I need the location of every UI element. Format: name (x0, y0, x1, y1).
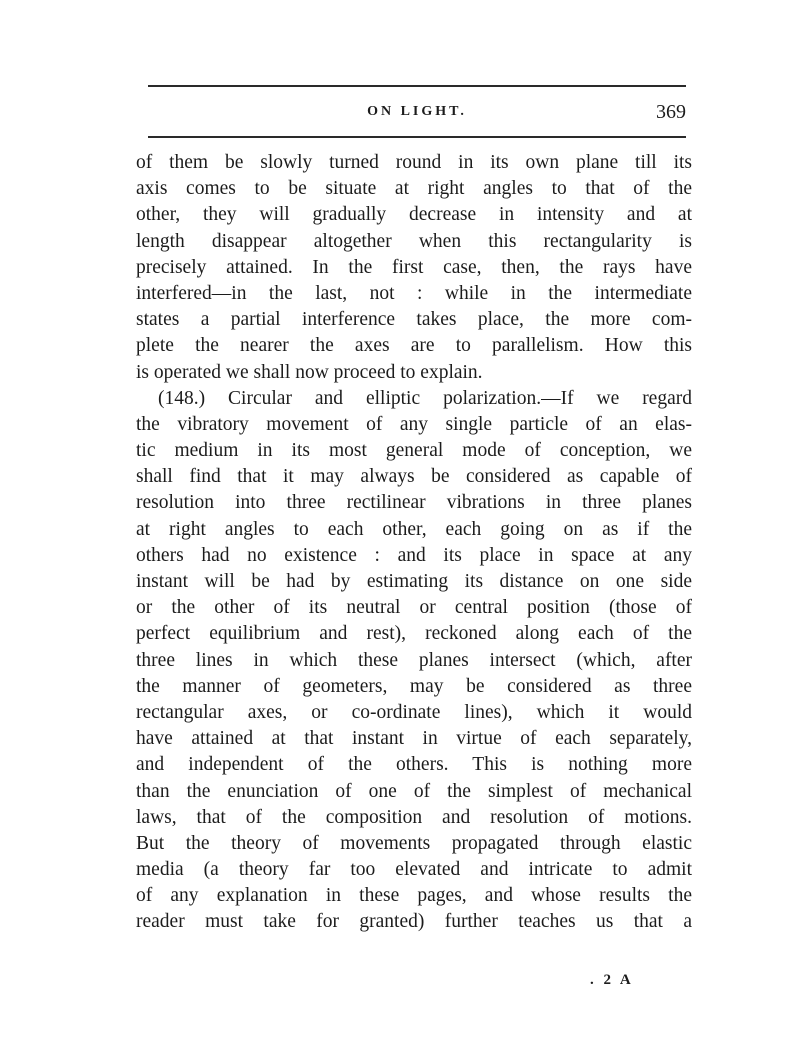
text-line: have attained at that instant in virtue of each separately, (136, 728, 692, 750)
text-line: states a partial interference takes place, the more com- (136, 309, 692, 331)
running-head (148, 101, 686, 128)
text-line: or the other of its neutral or central position (those of (136, 597, 692, 619)
text-line: tic medium in its most general mode of conception, we (136, 440, 692, 462)
text-line: instant will be had by estimating its distance on one side (136, 571, 692, 592)
text-line: of any explanation in these pages, and whose results the (136, 885, 692, 907)
text-line: axis comes to be situate at right angles to that of the (136, 178, 692, 200)
section-148-start-line: (148.) Circular and elliptic polarization.—If we regard (158, 387, 692, 409)
text-line: shall find that it may always be considered as capable of (136, 466, 692, 488)
text-line: precisely attained. In the first case, then, the rays have (136, 256, 692, 278)
text-line: the manner of geometers, may be considered as three (136, 675, 692, 697)
top-rule (148, 85, 686, 87)
text-line: plete the nearer the axes are to parallelism. How this (136, 335, 692, 357)
text-line: interfered—in the last, not : while in the intermediate (136, 282, 692, 304)
text-line: the vibratory movement of any single particle of an elas- (136, 413, 692, 435)
text-line: and independent of the others. This is nothing more (136, 754, 692, 776)
text-line: at right angles to each other, each going on as if the (136, 518, 692, 540)
text-line: rectangular axes, or co-ordinate lines), which it would (136, 701, 692, 723)
text-line: resolution into three rectilinear vibrations in three planes (136, 492, 692, 514)
text-line-paragraph-end: is operated we shall now proceed to explain. (136, 361, 483, 383)
text-line: laws, that of the composition and resolution of motions. (136, 806, 692, 828)
text-line: But the theory of movements propagated through elastic (136, 832, 692, 854)
text-line: reader must take for granted) further teaches us that a (136, 911, 692, 933)
text-line: of them be slowly turned round in its own plane till its (136, 152, 692, 173)
text-line: than the enunciation of one of the simplest of mechanical (136, 780, 692, 802)
text-line: length disappear altogether when this rectangularity is (136, 230, 692, 252)
page-number: 369 (656, 101, 686, 123)
text-line: media (a theory far too elevated and intricate to admit (136, 859, 692, 881)
text-line: perfect equilibrium and rest), reckoned along each of the (136, 623, 692, 645)
text-line: three lines in which these planes intersect (which, after (136, 649, 692, 671)
text-line: others had no existence : and its place in space at any (136, 544, 692, 566)
body-text (136, 150, 692, 936)
header-rule (148, 136, 686, 138)
running-head-title: ON LIGHT. (367, 104, 467, 119)
text-line: other, they will gradually decrease in intensity and at (136, 204, 692, 226)
signature-mark: . 2 A (590, 972, 634, 988)
